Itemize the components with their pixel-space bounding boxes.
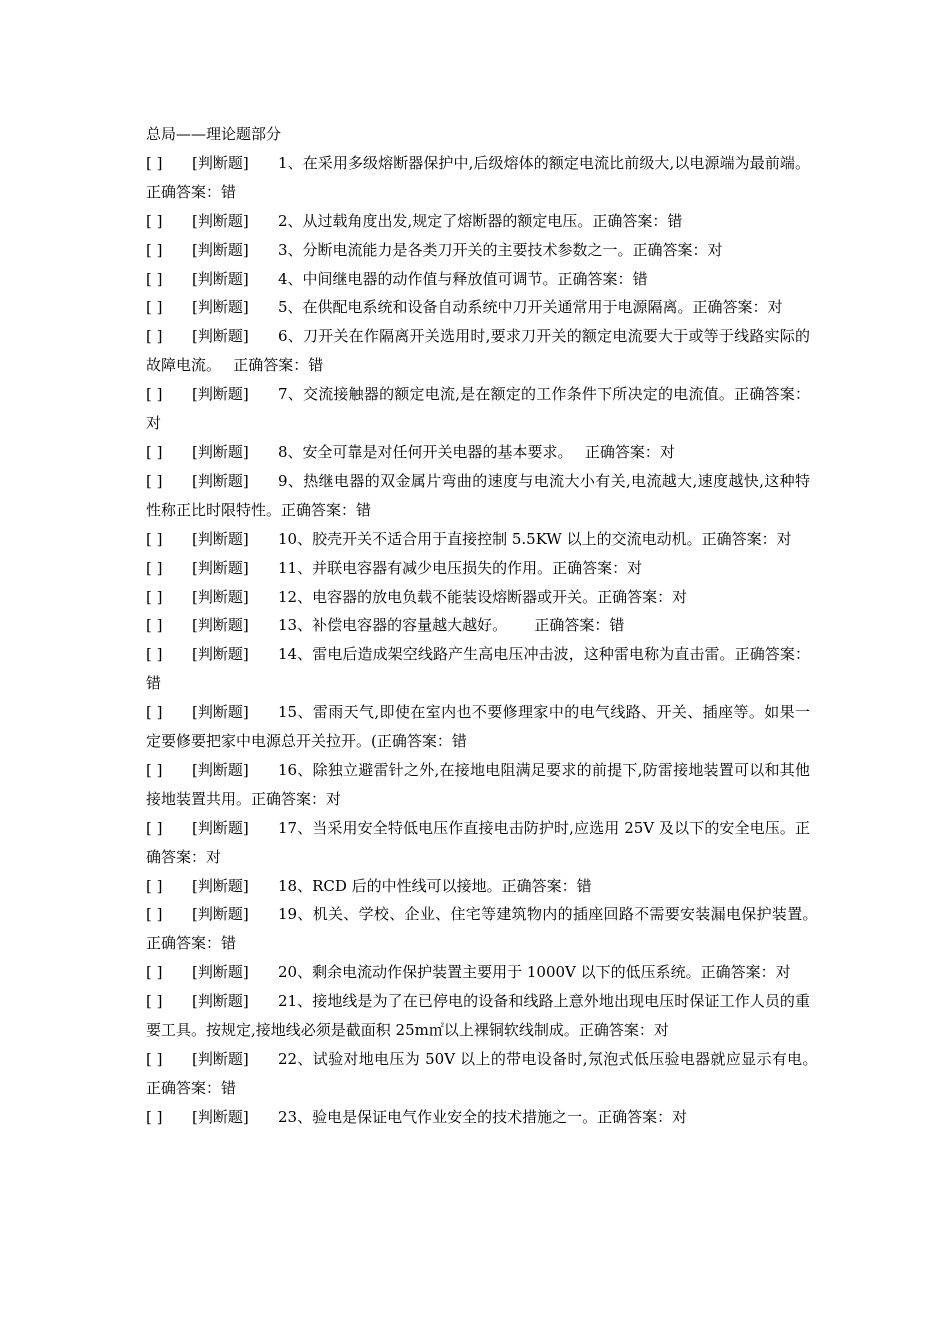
answer-bracket: [ ] — [146, 818, 163, 837]
question-type-label: [判断题] — [192, 442, 249, 461]
answer-bracket: [ ] — [146, 760, 163, 779]
answer-bracket: [ ] — [146, 645, 163, 664]
question-text: 13、补偿电容器的容量越大越好。 — [278, 616, 535, 635]
question-type-label: [判断题] — [192, 298, 249, 317]
question-item — [146, 1045, 830, 1103]
answer-bracket: [ ] — [146, 269, 163, 288]
answer-bracket: [ ] — [146, 703, 163, 722]
correct-answer: 错 — [308, 356, 324, 375]
answer-prefix: 正确答案： — [281, 500, 357, 519]
question-type-label: [判断题] — [192, 818, 249, 837]
answer-bracket: [ ] — [146, 442, 163, 461]
answer-bracket: [ ] — [146, 471, 163, 490]
question-type-label: [判断题] — [192, 963, 249, 982]
answer-bracket: [ ] — [146, 529, 163, 548]
correct-answer: 对 — [326, 789, 342, 808]
answer-prefix: 正确答案： — [700, 963, 776, 982]
correct-answer: 错 — [221, 1078, 237, 1097]
answer-bracket: [ ] — [146, 1107, 163, 1126]
correct-answer: 对 — [776, 529, 792, 548]
question-item — [146, 814, 810, 872]
question-text: 12、电容器的放电负载不能装设熔断器或开关。 — [278, 587, 598, 606]
answer-prefix: 正确答案： — [584, 442, 660, 461]
answer-prefix: 正确答案： — [578, 1021, 654, 1040]
answer-bracket: [ ] — [146, 616, 163, 635]
question-text: 15、雷雨天气,即使在室内也不要修理家中的电气线路、开关、插座等。如果一定要修要把家中电源总开关拉开。( — [146, 703, 810, 751]
question-type-label: [判断题] — [192, 327, 249, 346]
question-text: 8、安全可靠是对任何开关电器的基本要求。 — [278, 442, 585, 461]
question-text: 17、当采用安全特低电压作直接电击防护时,应选用 25V 及以下的安全电压。 — [278, 818, 795, 837]
answer-bracket: [ ] — [146, 905, 163, 924]
correct-answer: 对 — [659, 442, 675, 461]
question-type-label: [判断题] — [192, 905, 249, 924]
question-type-label: [判断题] — [192, 760, 249, 779]
answer-prefix: 正确答案： — [701, 529, 777, 548]
question-text: 4、中间继电器的动作值与释放值可调节。 — [278, 269, 558, 288]
answer-prefix: 正确答案： — [734, 645, 810, 664]
question-type-label: [判断题] — [192, 269, 249, 288]
answer-bracket: [ ] — [146, 327, 163, 346]
answer-prefix: 正确答案： — [734, 385, 810, 404]
correct-answer: 对 — [653, 1021, 669, 1040]
correct-answer: 对 — [775, 963, 791, 982]
answer-prefix: 正确答案： — [146, 182, 222, 201]
answer-prefix: 正确答案： — [557, 269, 633, 288]
answer-prefix: 正确答案： — [632, 240, 708, 259]
question-item — [146, 265, 810, 294]
question-text: 5、在供配电系统和设备自动系统中刀开关通常用于电源隔离。 — [278, 298, 693, 317]
question-text: 11、并联电容器有减少电压损失的作用。 — [278, 558, 553, 577]
answer-prefix: 正确答案： — [592, 211, 668, 230]
question-type-label: [判断题] — [192, 211, 249, 230]
question-type-label: [判断题] — [192, 616, 249, 635]
question-type-label: [判断题] — [192, 471, 249, 490]
question-type-label: [判断题] — [192, 1107, 249, 1126]
correct-answer: 错 — [356, 500, 372, 519]
answer-prefix: 正确答案： — [376, 732, 452, 751]
question-item — [146, 987, 810, 1045]
question-text: 14、雷电后造成架空线路产生高电压冲击波，这种雷电称为直击雷。 — [278, 645, 735, 664]
question-type-label: [判断题] — [192, 1050, 249, 1068]
question-item — [146, 467, 810, 525]
correct-answer: 错 — [146, 674, 162, 693]
question-item — [146, 1103, 810, 1132]
question-item — [146, 872, 810, 901]
question-type-label: [判断题] — [192, 992, 249, 1011]
question-type-label: [判断题] — [192, 240, 249, 259]
question-item — [146, 525, 810, 554]
question-text: 19、机关、学校、企业、住宅等建筑物内的插座回路不需要安装漏电保护装置。 — [278, 905, 830, 924]
answer-prefix: 正确答案： — [146, 1078, 222, 1097]
question-text: 3、分断电流能力是各类刀开关的主要技术参数之一。 — [278, 240, 633, 259]
question-item — [146, 149, 810, 207]
question-item — [146, 438, 810, 467]
question-type-label: [判断题] — [192, 153, 249, 172]
answer-prefix: 正确答案： — [146, 818, 810, 866]
answer-bracket: [ ] — [146, 992, 163, 1011]
question-text: 7、交流接触器的额定电流,是在额定的工作条件下所决定的电流值。 — [278, 385, 735, 404]
question-text: 9、热继电器的双金属片弯曲的速度与电流大小有关,电流越大,速度越快,这种特性称正比时限特性。 — [146, 471, 810, 519]
answer-bracket: [ ] — [146, 385, 163, 404]
question-item — [146, 236, 810, 265]
question-text: 21、接地线是为了在已停电的设备和线路上意外地出现电压时保证工作人员的重要工具。按规定,接地线必须是截面积 25m㎡以上裸铜软线制成。 — [146, 992, 810, 1040]
question-text: 23、验电是保证电气作业安全的技术措施之一。 — [278, 1107, 598, 1126]
correct-answer: 对 — [672, 587, 688, 606]
question-item — [146, 583, 810, 612]
answer-bracket: [ ] — [146, 153, 163, 172]
question-item — [146, 554, 810, 583]
question-text: 6、刀开关在作隔离开关选用时,要求刀开关的额定电流要大于或等于线路实际的故障电流。 — [146, 327, 810, 375]
correct-answer: 对 — [707, 240, 723, 259]
question-item — [146, 611, 810, 640]
question-item — [146, 322, 810, 380]
question-item — [146, 958, 810, 987]
correct-answer: 错 — [451, 732, 467, 751]
question-text: 16、除独立避雷针之外,在接地电阻满足要求的前提下,防雷接地装置可以和其他接地装置共用。 — [146, 760, 810, 808]
correct-answer: 错 — [221, 934, 237, 953]
correct-answer: 对 — [627, 558, 643, 577]
question-type-label: [判断题] — [192, 529, 249, 548]
question-text: 18、RCD 后的中性线可以接地。 — [278, 876, 502, 895]
correct-answer: 错 — [632, 269, 648, 288]
question-text: 2、从过载角度出发,规定了熔断器的额定电压。 — [278, 211, 593, 230]
question-item — [146, 380, 810, 438]
correct-answer: 对 — [206, 847, 222, 866]
question-item — [146, 900, 830, 958]
correct-answer: 对 — [146, 414, 162, 433]
question-type-label: [判断题] — [192, 876, 249, 895]
question-text: 10、胶壳开关不适合用于直接控制 5.5KW 以上的交流电动机。 — [278, 529, 702, 548]
answer-bracket: [ ] — [146, 587, 163, 606]
question-type-label: [判断题] — [192, 703, 249, 722]
question-item — [146, 640, 810, 698]
answer-bracket: [ ] — [146, 963, 163, 982]
answer-prefix: 正确答案： — [233, 356, 309, 375]
correct-answer: 错 — [609, 616, 625, 635]
question-text: 1、在采用多级熔断器保护中,后级熔体的额定电流比前级大,以电源端为最前端。 — [278, 153, 810, 172]
page-title: 总局——理论题部分 — [146, 125, 282, 143]
answer-prefix: 正确答案： — [534, 616, 610, 635]
question-item — [146, 293, 810, 322]
answer-bracket: [ ] — [146, 558, 163, 577]
question-type-label: [判断题] — [192, 645, 249, 664]
question-type-label: [判断题] — [192, 558, 249, 577]
answer-bracket: [ ] — [146, 1050, 163, 1068]
correct-answer: 错 — [667, 211, 683, 230]
answer-prefix: 正确答案： — [501, 876, 577, 895]
question-text: 20、剩余电流动作保护装置主要用于 1000V 以下的低压系统。 — [278, 963, 701, 982]
question-type-label: [判断题] — [192, 385, 249, 404]
question-list — [146, 149, 830, 1132]
answer-prefix: 正确答案： — [251, 789, 327, 808]
question-item — [146, 698, 810, 756]
answer-bracket: [ ] — [146, 211, 163, 230]
answer-prefix: 正确答案： — [146, 934, 222, 953]
question-type-label: [判断题] — [192, 587, 249, 606]
answer-bracket: [ ] — [146, 876, 163, 895]
answer-prefix: 正确答案： — [552, 558, 628, 577]
correct-answer: 错 — [221, 182, 237, 201]
answer-prefix: 正确答案： — [597, 1107, 673, 1126]
question-text: 22、试验对地电压为 50V 以上的带电设备时,氖泡式低压验电器就应显示有电。 — [278, 1050, 830, 1068]
answer-prefix: 正确答案： — [692, 298, 768, 317]
answer-prefix: 正确答案： — [597, 587, 673, 606]
question-item — [146, 756, 810, 814]
question-item — [146, 207, 810, 236]
answer-bracket: [ ] — [146, 240, 163, 259]
answer-bracket: [ ] — [146, 298, 163, 317]
correct-answer: 对 — [767, 298, 783, 317]
correct-answer: 对 — [672, 1107, 688, 1126]
correct-answer: 错 — [576, 876, 592, 895]
document-page — [146, 120, 830, 1132]
